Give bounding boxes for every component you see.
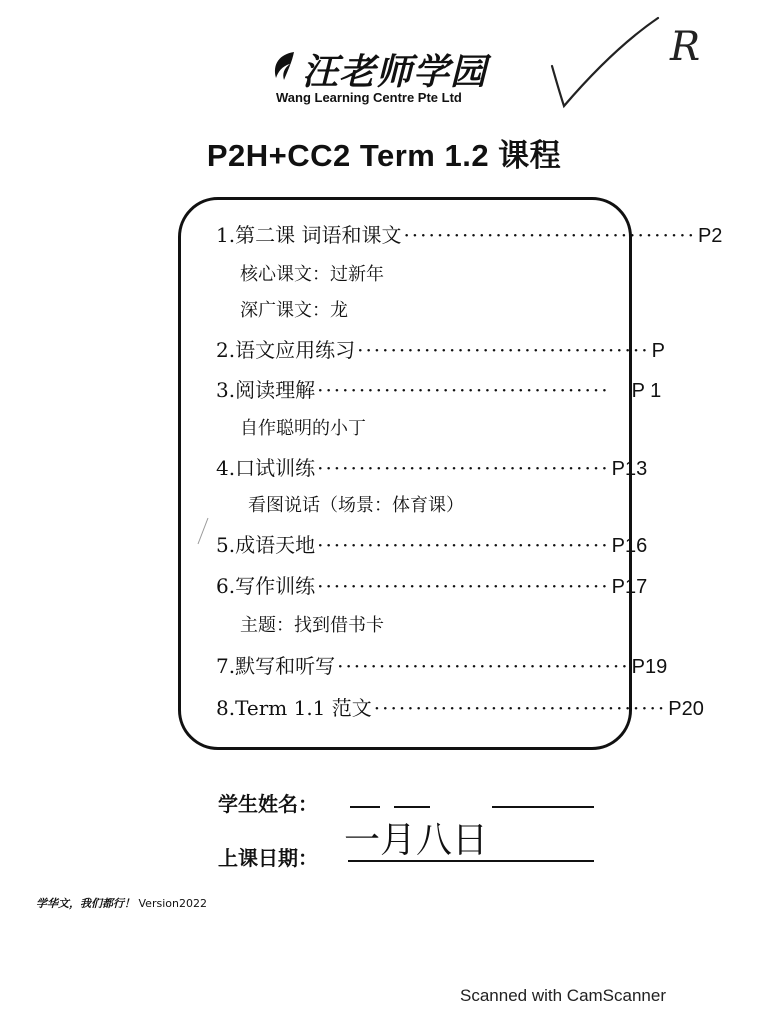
toc-leader: ··································· xyxy=(337,654,630,678)
toc-leader: ··································· xyxy=(403,223,696,247)
check-letter: R xyxy=(670,24,701,70)
toc-leader: ··································· xyxy=(357,338,650,362)
toc-item-label: 6.写作训练 xyxy=(216,574,316,598)
toc-subitem: 自作聪明的小丁 xyxy=(240,418,366,439)
student-name-label: 学生姓名： xyxy=(218,792,318,816)
student-name-line xyxy=(350,806,380,808)
toc-item-1 xyxy=(216,219,723,248)
toc-subitem: 看图说话（场景：体育课） xyxy=(248,495,464,516)
toc-item-page: P17 xyxy=(611,576,648,598)
toc-item-page: P20 xyxy=(668,698,704,720)
toc-item-8 xyxy=(216,692,704,721)
toc-subitem: 主题：找到借书卡 xyxy=(240,615,384,636)
toc-leader: ··································· xyxy=(373,696,667,720)
company-logo xyxy=(272,44,502,110)
toc-item-6 xyxy=(216,570,648,599)
logo-swirl-icon xyxy=(266,48,300,84)
footer-motto xyxy=(36,895,207,911)
class-date-line xyxy=(348,860,594,862)
toc-subitem: 核心课文：过新年 xyxy=(240,264,384,285)
student-name-line xyxy=(492,806,594,808)
toc-leader: ··································· xyxy=(317,456,610,480)
logo-chinese-name: 汪老师学园 xyxy=(302,52,488,93)
page-title: P2H+CC2 Term 1.2 课程 xyxy=(206,138,562,173)
logo-english-name: Wang Learning Centre Pte Ltd xyxy=(276,90,462,105)
student-name-line xyxy=(394,806,430,808)
toc-item-label: 3.阅读理解 xyxy=(216,378,316,402)
toc-item-label: 7.默写和听写 xyxy=(216,654,336,678)
toc-item-4 xyxy=(216,452,648,481)
toc-subitem: 深广课文：龙 xyxy=(240,300,348,321)
version-text: Version2022 xyxy=(138,897,207,910)
toc-item-2 xyxy=(216,334,665,363)
toc-item-page: P13 xyxy=(611,458,648,480)
scanner-watermark: Scanned with CamScanner xyxy=(460,986,667,1005)
toc-leader: ··································· xyxy=(317,533,610,557)
toc-item-page: P2 xyxy=(697,225,723,247)
toc-item-page: P19 xyxy=(631,656,668,678)
class-date-value: 一月八日 xyxy=(344,820,489,861)
toc-item-7 xyxy=(216,650,668,679)
toc-item-label: 1.第二课 词语和课文 xyxy=(216,223,402,247)
toc-leader: ··································· xyxy=(317,378,610,402)
toc-item-5 xyxy=(216,529,648,558)
toc-item-page: P16 xyxy=(611,535,648,557)
toc-leader: ··································· xyxy=(317,574,610,598)
stray-mark-icon xyxy=(196,516,210,546)
motto-text: 学华文，我们都行！ xyxy=(36,897,135,910)
toc-item-page: P 1 xyxy=(631,380,662,402)
toc-item-page: P xyxy=(651,340,665,362)
toc-item-label: 4.口试训练 xyxy=(216,456,316,480)
toc-item-label: 2.语文应用练习 xyxy=(216,338,356,362)
class-date-label: 上课日期： xyxy=(218,846,318,870)
toc-item-label: 8.Term 1.1 范文 xyxy=(216,696,372,720)
toc-item-3 xyxy=(216,374,662,403)
toc-item-label: 5.成语天地 xyxy=(216,533,316,557)
